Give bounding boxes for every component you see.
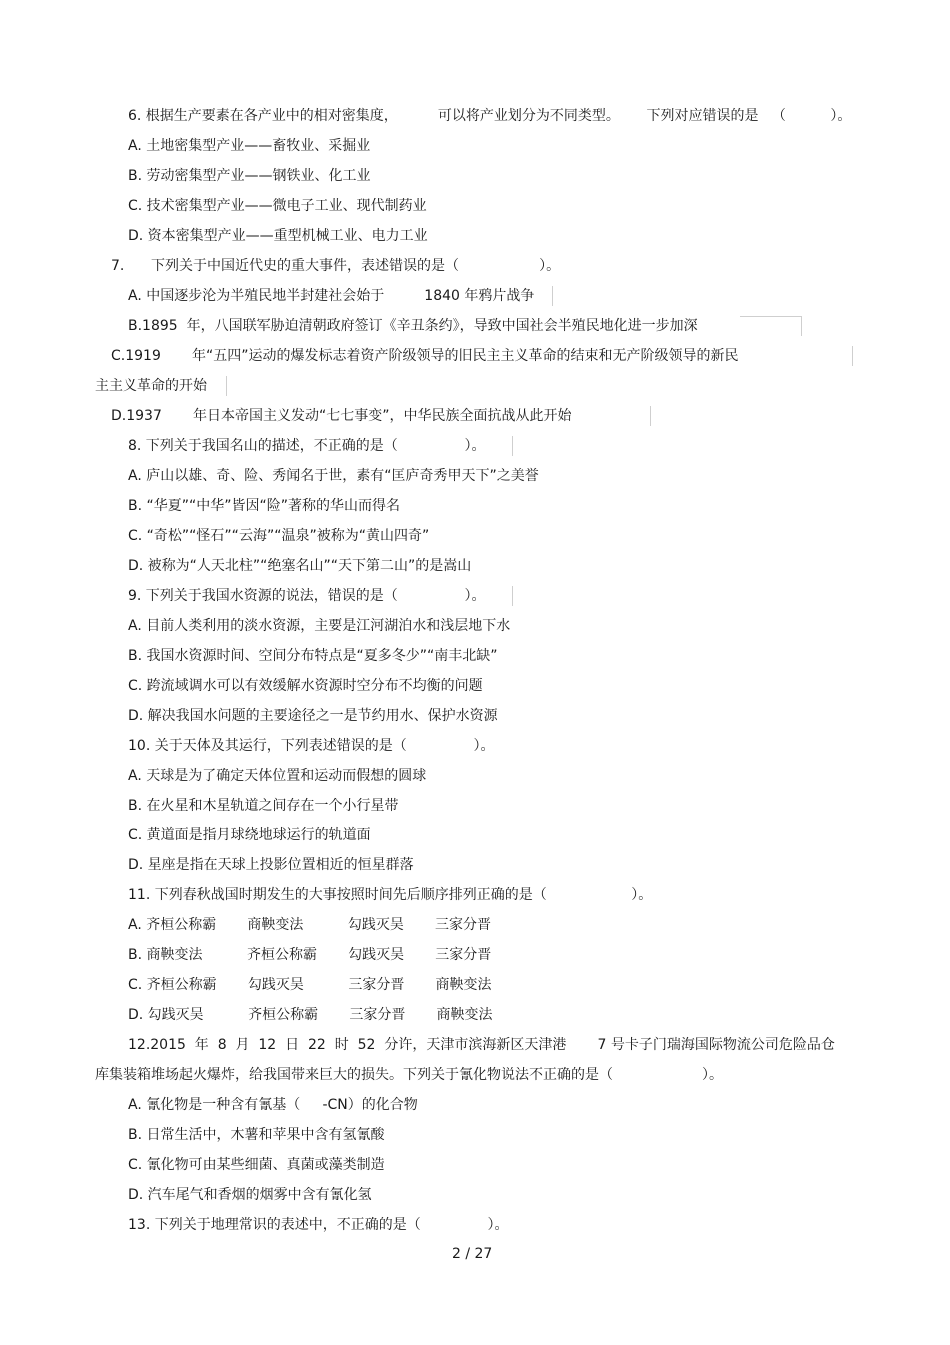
option-11b: B. 商鞅变法 齐桓公称霸 勾践灭吴 三家分晋 — [128, 947, 492, 963]
option-8c: C. “奇松”“怪石”“云海”“温泉”被称为“黄山四奇” — [128, 528, 430, 544]
option-8b: B. “华夏”“中华”皆因“险”著称的华山而得名 — [128, 498, 401, 514]
option-12c: C. 氰化物可由某些细菌、真菌或藻类制造 — [128, 1157, 385, 1173]
option-6d: D. 资本密集型产业——重型机械工业、电力工业 — [128, 228, 428, 244]
option-6b: B. 劳动密集型产业——钢铁业、化工业 — [128, 168, 371, 184]
question-13-stem: 13. 下列关于地理常识的表述中，不正确的是（ ）。 — [128, 1217, 509, 1233]
question-12-stem-continued: 库集装箱堆场起火爆炸，给我国带来巨大的损失。下列关于氰化物说法不正确的是（ ）。 — [95, 1067, 724, 1083]
page-number: 2 / 27 — [452, 1246, 493, 1262]
question-6-stem: 6. 根据生产要素在各产业中的相对密集度， 可以将产业划分为不同类型。 下列对应错误的是 （ ）。 — [128, 108, 852, 124]
option-12d: D. 汽车尾气和香烟的烟雾中含有氰化氢 — [128, 1187, 372, 1203]
question-12-stem: 12.2015 年 8 月 12 日 22 时 52 分许，天津市滨海新区天津港 7 号卡子门瑞海国际物流公司危险品仓 — [128, 1037, 835, 1053]
option-9a: A. 目前人类利用的淡水资源，主要是江河湖泊水和浅层地下水 — [128, 618, 511, 634]
table-border-mark — [740, 316, 802, 317]
option-12a: A. 氰化物是一种含有氰基（ -CN）的化合物 — [128, 1097, 418, 1113]
table-border-mark — [801, 316, 802, 336]
option-9c: C. 跨流域调水可以有效缓解水资源时空分布不均衡的问题 — [128, 678, 483, 694]
option-10a: A. 天球是为了确定天体位置和运动而假想的圆球 — [128, 768, 427, 784]
question-8-stem: 8. 下列关于我国名山的描述，不正确的是（ ）。 — [128, 438, 486, 454]
option-6c: C. 技术密集型产业——微电子工业、现代制药业 — [128, 198, 427, 214]
option-7a: A. 中国逐步沦为半殖民地半封建社会始于 1840 年鸦片战争 — [128, 288, 535, 304]
table-border-mark — [852, 346, 853, 366]
option-7d: D.1937 年日本帝国主义发动“七七事变”，中华民族全面抗战从此开始 — [111, 408, 572, 424]
option-6a: A. 土地密集型产业——畜牧业、采掘业 — [128, 138, 371, 154]
option-11c: C. 齐桓公称霸 勾践灭吴 三家分晋 商鞅变法 — [128, 977, 492, 993]
option-8a: A. 庐山以雄、奇、险、秀闻名于世，素有“匡庐奇秀甲天下”之美誉 — [128, 468, 539, 484]
option-9d: D. 解决我国水问题的主要途径之一是节约用水、保护水资源 — [128, 708, 498, 724]
table-border-mark — [512, 436, 513, 456]
question-9-stem: 9. 下列关于我国水资源的说法，错误的是（ ）。 — [128, 588, 486, 604]
option-9b: B. 我国水资源时间、空间分布特点是“夏多冬少”“南丰北缺” — [128, 648, 498, 664]
option-7b: B.1895 年，八国联军胁迫清朝政府签订《辛丑条约》，导致中国社会半殖民地化进一步加深 — [128, 318, 698, 334]
table-border-mark — [650, 406, 651, 426]
option-8d: D. 被称为“人天北柱”“绝塞名山”“天下第二山”的是嵩山 — [128, 558, 472, 574]
option-7c: C.1919 年“五四”运动的爆发标志着资产阶级领导的旧民主主义革命的结束和无产阶级领导的新民 — [111, 348, 739, 364]
option-7c-continued: 主主义革命的开始 — [95, 378, 207, 394]
question-10-stem: 10. 关于天体及其运行，下列表述错误的是（ ）。 — [128, 738, 495, 754]
table-border-mark — [552, 286, 553, 306]
option-10b: B. 在火星和木星轨道之间存在一个小行星带 — [128, 798, 399, 814]
option-12b: B. 日常生活中，木薯和苹果中含有氢氰酸 — [128, 1127, 385, 1143]
option-11a: A. 齐桓公称霸 商鞅变法 勾践灭吴 三家分晋 — [128, 917, 492, 933]
table-border-mark — [512, 586, 513, 606]
table-border-mark — [226, 376, 227, 396]
question-11-stem: 11. 下列春秋战国时期发生的大事按照时间先后顺序排列正确的是（ ）。 — [128, 887, 653, 903]
question-7-stem: 7. 下列关于中国近代史的重大事件，表述错误的是（ ）。 — [111, 258, 561, 274]
option-10c: C. 黄道面是指月球绕地球运行的轨道面 — [128, 827, 371, 843]
option-10d: D. 星座是指在天球上投影位置相近的恒星群落 — [128, 857, 414, 873]
option-11d: D. 勾践灭吴 齐桓公称霸 三家分晋 商鞅变法 — [128, 1007, 493, 1023]
